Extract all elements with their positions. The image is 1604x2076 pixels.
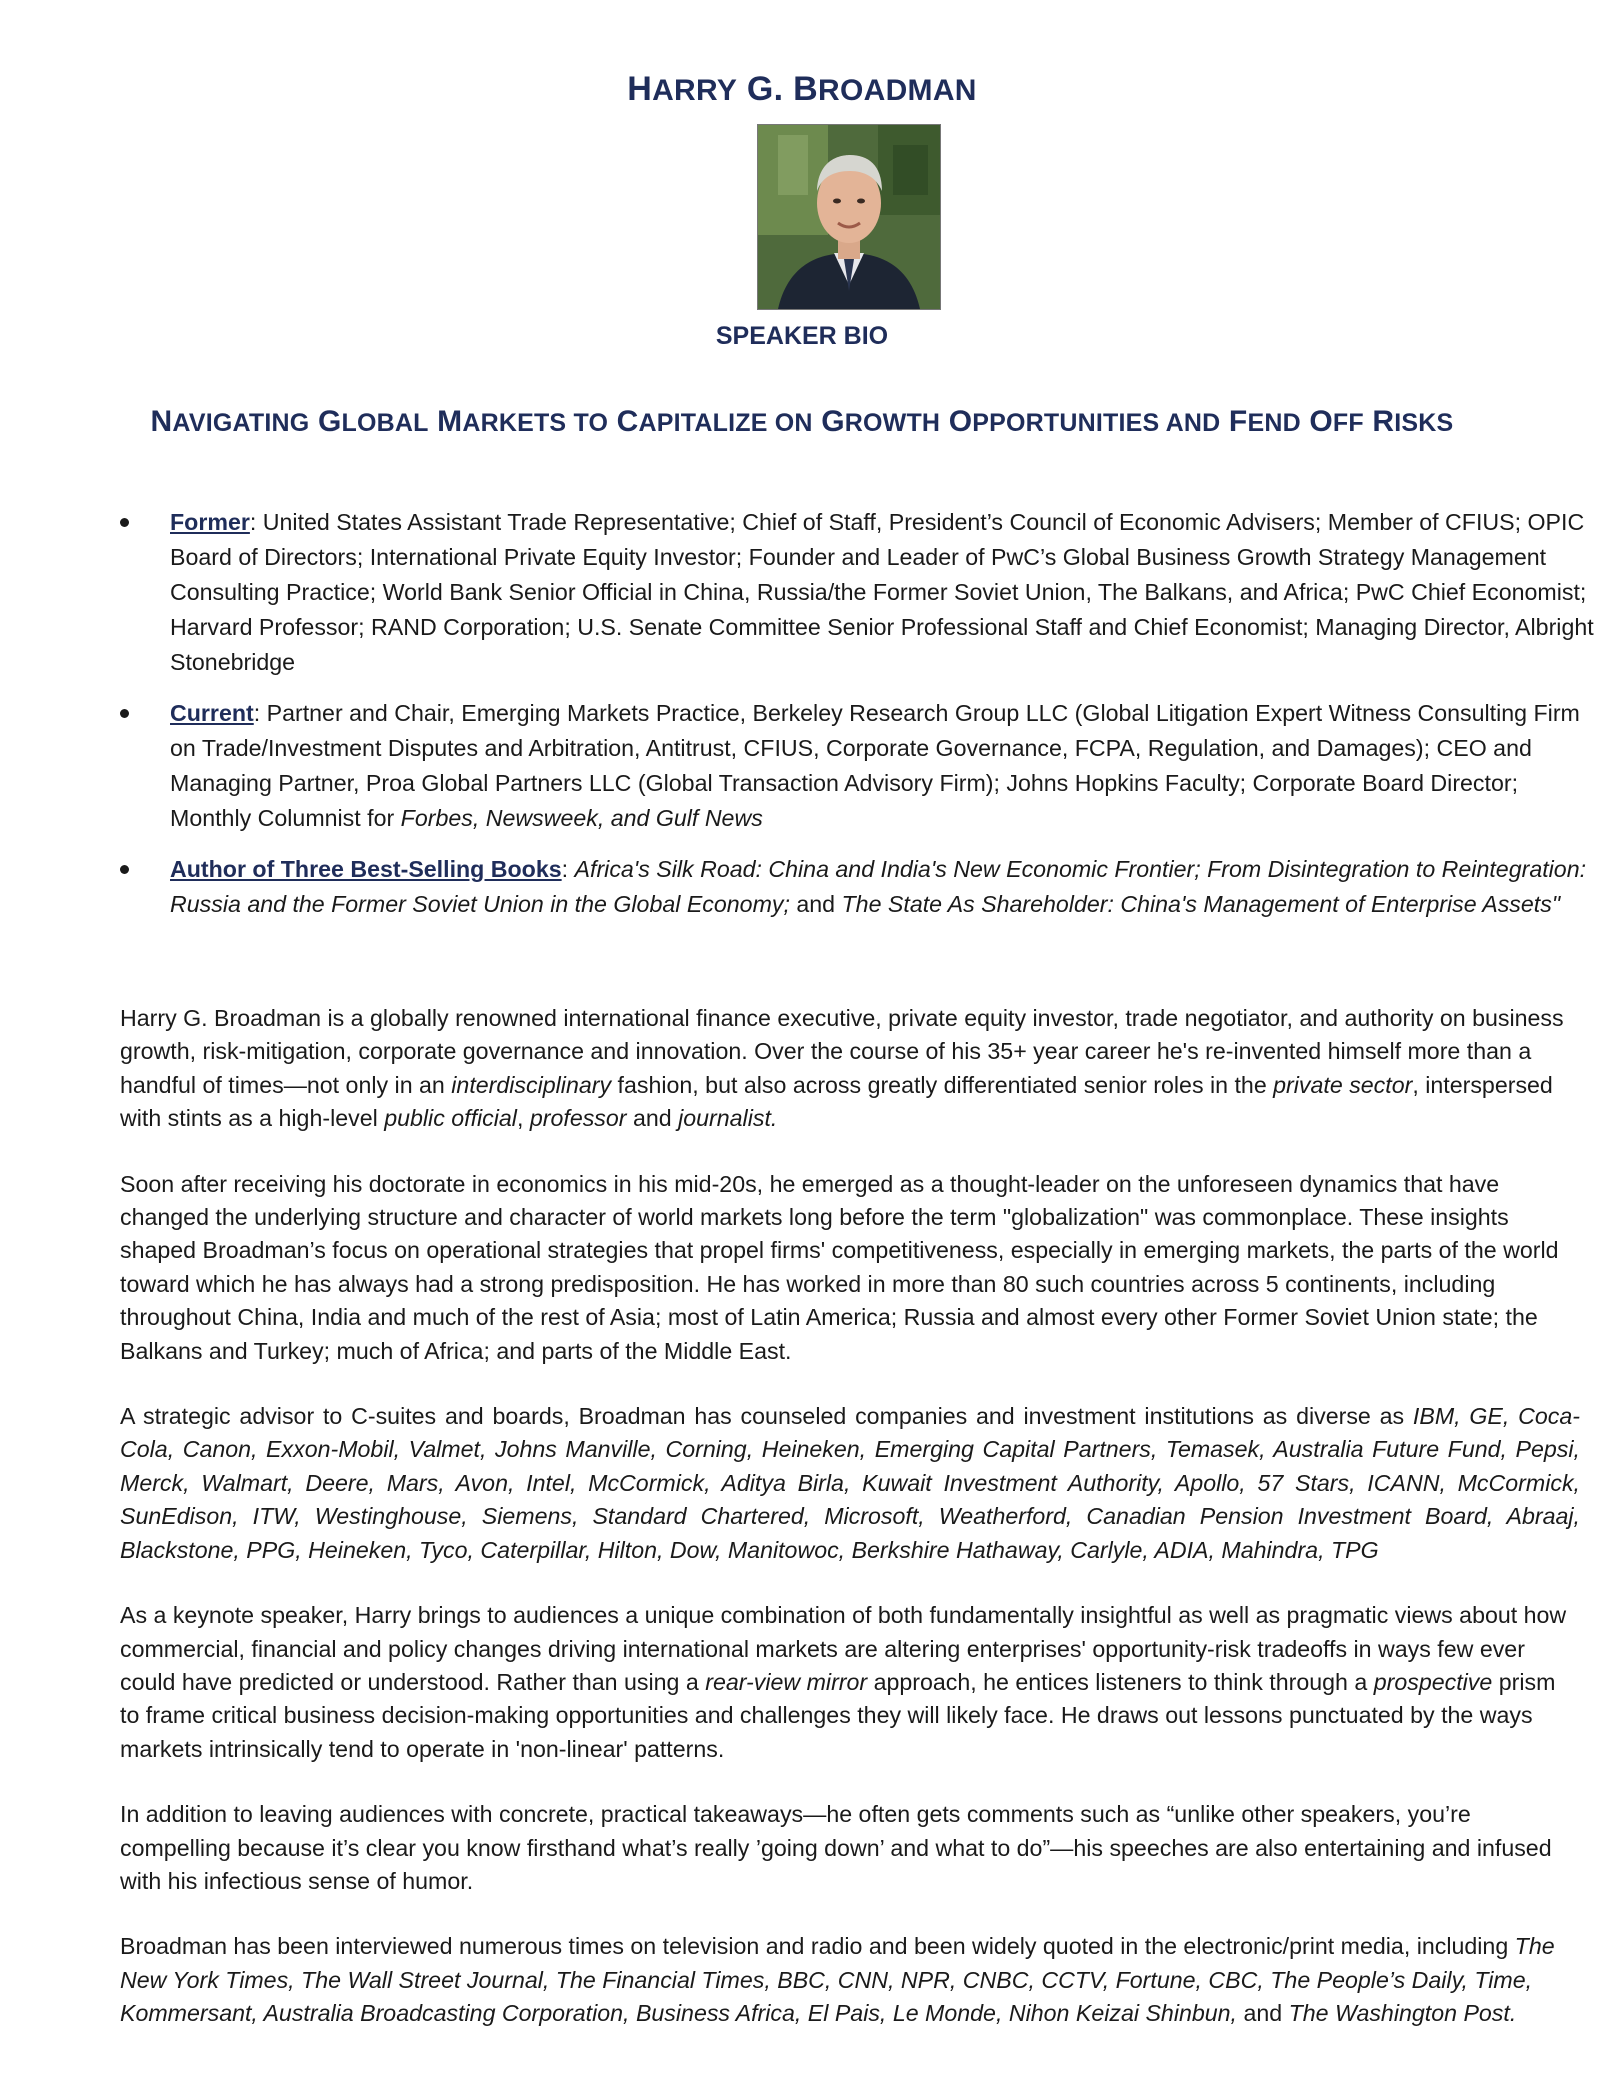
bio-paragraph-4: As a keynote speaker, Harry brings to audiences a unique combination of both fundamentally insightful as well as pragmatic views about how commercial, financial and policy changes driving international markets are altering enterprises' opportunity-risk tradeoffs in ways few ever could have predicted or understood. Rather than using a rear-view mirror approach, he entices listeners to think through a prospective prism to frame critical business decision-making opportunities and challenges they will likely face. He draws out lessons punctuated by the ways markets intrinsically tend to operate in 'non-linear' patterns. (120, 1602, 1567, 1762)
bio-paragraph-5: In addition to leaving audiences with concrete, practical takeaways—he often gets comments such as “unlike other speakers, you’re compelling because it’s clear you know firsthand what’s really ’going down’ and what to do”—his speeches are also entertaining and infused with his infectious sense of humor. (120, 1801, 1552, 1894)
book-title-3: The State As Shareholder: China's Management of Enterprise Assets" (841, 891, 1561, 917)
former-label: Former (170, 509, 250, 535)
talk-title: NAVIGATING GLOBAL MARKETS TO CAPITALIZE ON GROWTH OPPORTUNITIES AND FEND OFF RISKS (150, 405, 1454, 438)
bio-paragraph-1: Harry G. Broadman is a globally renowned international finance executive, private equity investor, trade negotiator, and authority on business growth, risk-mitigation, corporate governance and innovation. Over the course of his 35+ year career he's re-invented himself more than a handful of times—not only in an interdisciplinary fashion, but also across greatly differentiated senior roles in the private sector, interspersed with stints as a high-level public official, professor and journalist. (120, 1005, 1564, 1132)
current-publications: Forbes, Newsweek, and Gulf News (400, 805, 763, 831)
list-item-author: Author of Three Best-Selling Books: Africa's Silk Road: China and India's New Economic Frontier; From Disintegration to Reintegration: Russia and the Former Soviet Union in the Global Economy; and The State As Shareholder: China's Management of Enterprise Assets" (120, 852, 1600, 922)
list-item-current (120, 696, 1600, 836)
bio-paragraph-6: Broadman has been interviewed numerous times on television and radio and been widely quoted in the electronic/print media, including The New York Times, The Wall Street Journal, The Financial Times, BBC, CNN, NPR, CNBC, CCTV, Fortune, CBC, The People’s Daily, Time, Kommersant, Australia Broadcasting Corporation, Business Africa, El Pais, Le Monde, Nihon Keizai Shinbun, and The Washington Post. (120, 1933, 1555, 2027)
bio-paragraph-2: Soon after receiving his doctorate in economics in his mid-20s, he emerged as a thought-leader on the unforeseen dynamics that have changed the underlying structure and character of world markets long before the term "globalization" was commonplace. These insights shaped Broadman’s focus on operational strategies that propel firms' competitiveness, especially in emerging markets, the parts of the world toward which he has always had a strong predisposition. He has worked in more than 80 such countries across 5 continents, including throughout China, India and much of the rest of Asia; most of Latin America; Russia and almost every other Former Soviet Union state; the Balkans and Turkey; much of Africa; and parts of the Middle East. (120, 1170, 1559, 1364)
speaker-bio-label: SPEAKER BIO (715, 322, 889, 350)
client-list: IBM, GE, Coca-Cola, Canon, Exxon-Mobil, Valmet, Johns Manville, Corning, Heineken, Emerging Capital Partners, Temasek, Australia Future Fund, Pepsi, Merck, Walmart, Deere, Mars, Avon, Intel, McCormick, Aditya Birla, Kuwait Investment Authority, Apollo, 57 Stars, ICANN, McCormick, SunEdison, ITW, Westinghouse, Siemens, Standard Chartered, Microsoft, Weatherford, Canadian Pension Investment Board, Abraaj, Blackstone, PPG, Heineken, Tyco, Caterpillar, Hilton, Dow, Manitowoc, Berkshire Hathaway, Carlyle, ADIA, Mahindra, TPG (120, 1403, 1580, 1563)
current-label: Current (170, 700, 254, 726)
bullet-icon (120, 518, 129, 527)
current-text: : Partner and Chair, Emerging Markets Practice, Berkeley Research Group LLC (Global Litigation Expert Witness Consulting Firm on Trade/Investment Disputes and Arbitration, Antitrust, CFIUS, Corporate Governance, FCPA, Regulation, and Damages); CEO and Managing Partner, Proa Global Partners LLC (Global Transaction Advisory Firm); Johns Hopkins Faculty; Corporate Board Director; Monthly Columnist for (170, 700, 1580, 831)
author-label: Author of Three Best-Selling Books (170, 856, 562, 882)
former-text: : United States Assistant Trade Representative; Chief of Staff, President’s Council of Economic Advisers; Member of CFIUS; OPIC Board of Directors; International Private Equity Investor; Founder and Leader of PwC’s Global Business Growth Strategy Management Consulting Practice; World Bank Senior Official in China, Russia/the Former Soviet Union, The Balkans, and Africa; PwC Chief Economist; Harvard Professor; RAND Corporation; U.S. Senate Committee Senior Professional Staff and Chief Economist; Managing Director, Albright Stonebridge (170, 509, 1594, 675)
speaker-photo (757, 124, 941, 310)
bullet-icon (120, 865, 129, 874)
speaker-name: HARRY G. BROADMAN (627, 70, 977, 108)
highlights-list (120, 505, 1600, 938)
bullet-icon (120, 709, 129, 718)
bio-body (120, 1002, 1580, 2063)
bio-paragraph-3: A strategic advisor to C-suites and boards, Broadman has counseled companies and investment institutions as diverse as IBM, GE, Coca-Cola, Canon, Exxon-Mobil, Valmet, Johns Manville, Corning, Heineken, Emerging Capital Partners, Temasek, Australia Future Fund, Pepsi, Merck, Walmart, Deere, Mars, Avon, Intel, McCormick, Aditya Birla, Kuwait Investment Authority, Apollo, 57 Stars, ICANN, McCormick, SunEdison, ITW, Westinghouse, Siemens, Standard Chartered, Microsoft, Weatherford, Canadian Pension Investment Board, Abraaj, Blackstone, PPG, Heineken, Tyco, Caterpillar, Hilton, Dow, Manitowoc, Berkshire Hathaway, Carlyle, ADIA, Mahindra, TPG (120, 1403, 1580, 1563)
book-titles: Africa's Silk Road: China and India's New Economic Frontier; From Disintegration to Reintegration: Russia and the Former Soviet Union in the Global Economy; (170, 856, 1587, 917)
media-list: The New York Times, The Wall Street Journal, The Financial Times, BBC, CNN, NPR, CNBC, CCTV, Fortune, CBC, The People’s Daily, Time, Kommersant, Australia Broadcasting Corporation, Business Africa, El Pais, Le Monde, Nihon Keizai Shinbun, (120, 1933, 1555, 2027)
list-item-former (120, 505, 1600, 680)
